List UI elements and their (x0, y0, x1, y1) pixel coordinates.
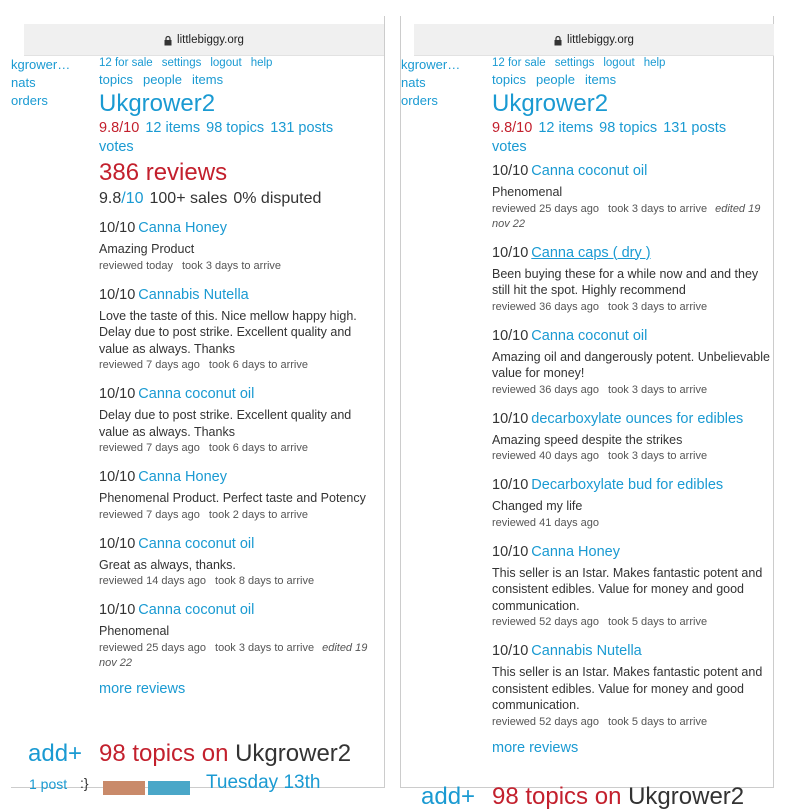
review-delivery-time: took 6 days to arrive (208, 359, 308, 371)
review-score: 10/10 (492, 543, 529, 560)
review-product-link[interactable]: decarboxylate ounces for edibles (531, 410, 744, 427)
review-text: Amazing Product (99, 242, 195, 256)
disputed-rate: 0% disputed (233, 190, 322, 207)
profile-main (99, 56, 383, 699)
review-title (492, 642, 776, 661)
review-product-link[interactable]: Canna coconut oil (138, 386, 255, 402)
review-score: 10/10 (492, 244, 529, 261)
review-text: Phenomenal (99, 624, 170, 638)
review-text: This seller is an Istar. Makes fantastic potent and consistent edibles. Value for money and good communication. (492, 565, 763, 613)
secondary-nav (99, 71, 383, 88)
review-date: reviewed 52 days ago (492, 715, 600, 728)
left-screenshot (11, 16, 385, 793)
review-item (492, 543, 776, 631)
review-date: reviewed 40 days ago (492, 450, 600, 462)
review-item (99, 385, 383, 456)
review-score: 10/10 (99, 386, 136, 402)
review-date: reviewed 52 days ago (492, 616, 600, 628)
post-count-link[interactable]: 1 post (29, 776, 68, 792)
review-title (99, 286, 383, 305)
profile-main (492, 56, 776, 758)
review-meta (492, 516, 776, 531)
reviews-count: 386 reviews (99, 159, 228, 186)
nav-help[interactable]: help (643, 57, 666, 69)
review-title (99, 468, 383, 487)
review-item (492, 410, 776, 465)
review-title (492, 244, 776, 263)
nav-items[interactable]: items (192, 72, 224, 87)
review-title (99, 601, 383, 620)
profile-stats (99, 119, 383, 138)
review-title (99, 385, 383, 404)
review-text: Love the taste of this. Nice mellow happy high. Delay due to post strike. Excellent quality and value as always. Thanks (99, 308, 357, 356)
review-date: reviewed 41 days ago (492, 516, 600, 529)
review-product-link[interactable]: Canna Honey (138, 469, 227, 485)
votes-link[interactable]: votes (99, 139, 134, 155)
review-score: 10/10 (492, 643, 529, 659)
review-meta (99, 641, 383, 671)
topics-user[interactable]: Ukgrower2 (235, 740, 352, 767)
posts-link[interactable]: 131 posts (270, 120, 334, 136)
review-meta (99, 441, 383, 456)
sales-summary (99, 188, 383, 210)
nav-people[interactable]: people (535, 72, 576, 87)
review-list (99, 219, 383, 671)
url-bar[interactable] (24, 24, 384, 56)
review-title (492, 162, 776, 181)
review-score: 10/10 (99, 286, 136, 303)
profile-username[interactable]: Ukgrower2 (99, 90, 216, 117)
nav-settings[interactable]: settings (161, 57, 202, 69)
review-list (492, 162, 776, 730)
secondary-nav (492, 71, 776, 88)
review-delivery-time: took 8 days to arrive (215, 575, 315, 587)
review-score: 10/10 (492, 327, 529, 344)
review-item (99, 286, 383, 374)
review-text: Amazing speed despite the strikes (492, 432, 683, 447)
review-date: reviewed today (99, 259, 173, 272)
sidebar-item-user[interactable]: kgrower… (11, 57, 71, 72)
topics-count: 98 topics on (99, 740, 229, 767)
rating: 9.8/10 (99, 120, 140, 136)
rating: 9.8/10 (492, 120, 533, 136)
review-delivery-time: took 2 days to arrive (208, 508, 308, 521)
review-item (492, 476, 776, 531)
review-product-link[interactable]: Canna coconut oil (138, 535, 255, 552)
review-delivery-time: took 3 days to arrive (608, 202, 708, 215)
sidebar-item-orders[interactable]: orders (11, 93, 48, 108)
nav-help[interactable]: help (250, 57, 273, 69)
review-product-link[interactable]: Canna coconut oil (531, 163, 648, 179)
nav-for-sale[interactable]: 12 for sale (99, 57, 153, 69)
add-topic-button[interactable]: add+ (421, 783, 476, 810)
review-item (99, 535, 383, 590)
nav-topics[interactable]: topics (492, 72, 526, 87)
nav-topics[interactable]: topics (99, 72, 133, 87)
review-title (492, 543, 776, 562)
review-text: Amazing oil and dangerously potent. Unbelievable value for money! (492, 349, 770, 380)
review-delivery-time: took 6 days to arrive (208, 442, 308, 454)
topics-count: 98 topics on (492, 783, 622, 810)
nav-logout[interactable]: logout (603, 57, 635, 69)
review-item (492, 244, 776, 315)
review-meta (99, 574, 383, 589)
review-text: Phenomenal Product. Perfect taste and Potency (99, 491, 366, 505)
review-item (492, 162, 776, 232)
review-product-link[interactable]: Cannabis Nutella (138, 286, 249, 303)
review-item (492, 642, 776, 730)
items-link[interactable]: 12 items (145, 120, 201, 136)
add-topic-button[interactable]: add+ (28, 740, 83, 767)
review-product-link[interactable]: Canna coconut oil (138, 602, 255, 618)
review-delivery-time: took 5 days to arrive (608, 715, 708, 728)
votes-link[interactable]: votes (492, 139, 527, 155)
review-score: 10/10 (99, 602, 136, 618)
review-meta (492, 715, 776, 730)
review-date: reviewed 36 days ago (492, 383, 600, 396)
nav-for-sale[interactable]: 12 for sale (492, 57, 546, 69)
right-screenshot (400, 16, 774, 810)
review-date: reviewed 7 days ago (99, 442, 200, 454)
items-link[interactable]: 12 items (538, 120, 594, 136)
more-reviews-link[interactable]: more reviews (99, 680, 186, 697)
nav-items[interactable]: items (585, 72, 617, 87)
review-score: 10/10 (492, 410, 529, 427)
review-title (492, 327, 776, 346)
sidebar (11, 56, 91, 110)
quote-icon: :} (80, 775, 89, 791)
more-reviews-link[interactable]: more reviews (492, 739, 579, 756)
review-meta (492, 202, 776, 232)
review-delivery-time: took 3 days to arrive (608, 450, 708, 462)
review-meta (99, 358, 383, 373)
review-date: reviewed 7 days ago (99, 359, 200, 371)
review-item (99, 219, 383, 274)
review-item (99, 468, 383, 523)
profile-stats (492, 119, 776, 138)
review-product-link[interactable]: Decarboxylate bud for edibles (531, 477, 724, 493)
review-product-link[interactable]: Canna Honey (531, 543, 620, 560)
review-date: reviewed 36 days ago (492, 300, 600, 313)
review-title (492, 476, 776, 495)
review-title (99, 535, 383, 554)
review-date: reviewed 7 days ago (99, 508, 200, 521)
sidebar (401, 56, 481, 110)
review-meta (99, 259, 383, 274)
nav-settings[interactable]: settings (554, 57, 595, 69)
review-score: 10/10 (99, 535, 136, 552)
review-score: 10/10 (492, 477, 529, 493)
sidebar-item-chats[interactable]: nats (11, 75, 36, 90)
topic-thumbnail-2[interactable] (148, 781, 190, 795)
url-bar[interactable] (414, 24, 774, 56)
review-delivery-time: took 5 days to arrive (608, 616, 708, 628)
top-nav (492, 56, 776, 70)
review-text: This seller is an Istar. Makes fantastic potent and consistent edibles. Value for money and good communication. (492, 665, 763, 712)
review-meta (99, 508, 383, 523)
lock-icon (554, 36, 562, 46)
nav-people[interactable]: people (142, 72, 183, 87)
score-main: 9.8 (99, 190, 122, 207)
score-slash: /10 (121, 190, 144, 207)
posts-link[interactable]: 131 posts (663, 120, 727, 136)
topics-link[interactable]: 98 topics (599, 120, 658, 136)
sidebar-item-chats[interactable]: nats (401, 75, 426, 90)
review-meta (492, 300, 776, 315)
review-date: reviewed 14 days ago (99, 575, 207, 587)
review-delivery-time: took 3 days to arrive (182, 259, 282, 272)
review-edited-note: edited 19 nov 22 (99, 641, 368, 669)
review-text: Been buying these for a while now and and they still hit the spot. Highly recommend (492, 266, 759, 297)
review-meta (492, 383, 776, 398)
review-delivery-time: took 3 days to arrive (215, 641, 315, 654)
topic-preview-row (29, 772, 389, 795)
review-delivery-time: took 3 days to arrive (608, 383, 708, 396)
topics-user[interactable]: Ukgrower2 (628, 783, 745, 810)
url-text: littlebiggy.org (567, 33, 634, 46)
review-meta (492, 615, 776, 630)
top-nav (99, 56, 383, 70)
review-meta (492, 449, 776, 464)
review-title (99, 219, 383, 238)
review-product-link[interactable]: Canna Honey (138, 220, 227, 236)
url-text: littlebiggy.org (177, 33, 244, 46)
sidebar-item-orders[interactable]: orders (401, 93, 438, 108)
sales-count: 100+ sales (149, 190, 228, 207)
review-text: Delay due to post strike. Excellent quality and value as always. Thanks (99, 408, 352, 439)
review-date: reviewed 25 days ago (99, 641, 207, 654)
topic-thumbnail-1[interactable] (103, 781, 145, 795)
review-text: Phenomenal (492, 185, 563, 199)
review-product-link[interactable]: Canna caps ( dry ) (531, 244, 651, 261)
review-delivery-time: took 3 days to arrive (608, 300, 708, 313)
review-score: 10/10 (99, 220, 136, 236)
review-item (492, 327, 776, 398)
lock-icon (164, 36, 172, 46)
review-item (99, 601, 383, 671)
nav-logout[interactable]: logout (210, 57, 242, 69)
review-title (492, 410, 776, 429)
review-product-link[interactable]: Canna coconut oil (531, 327, 648, 344)
review-date: reviewed 25 days ago (492, 202, 600, 215)
review-score: 10/10 (99, 469, 136, 485)
review-text: Changed my life (492, 499, 583, 513)
review-text: Great as always, thanks. (99, 557, 236, 572)
review-product-link[interactable]: Cannabis Nutella (531, 643, 642, 659)
topic-date[interactable]: Tuesday 13th (206, 772, 321, 793)
review-score: 10/10 (492, 163, 529, 179)
review-edited-note: edited 19 nov 22 (492, 202, 761, 230)
sidebar-item-user[interactable]: kgrower… (401, 57, 461, 72)
topics-link[interactable]: 98 topics (206, 120, 265, 136)
profile-username[interactable]: Ukgrower2 (492, 90, 609, 117)
